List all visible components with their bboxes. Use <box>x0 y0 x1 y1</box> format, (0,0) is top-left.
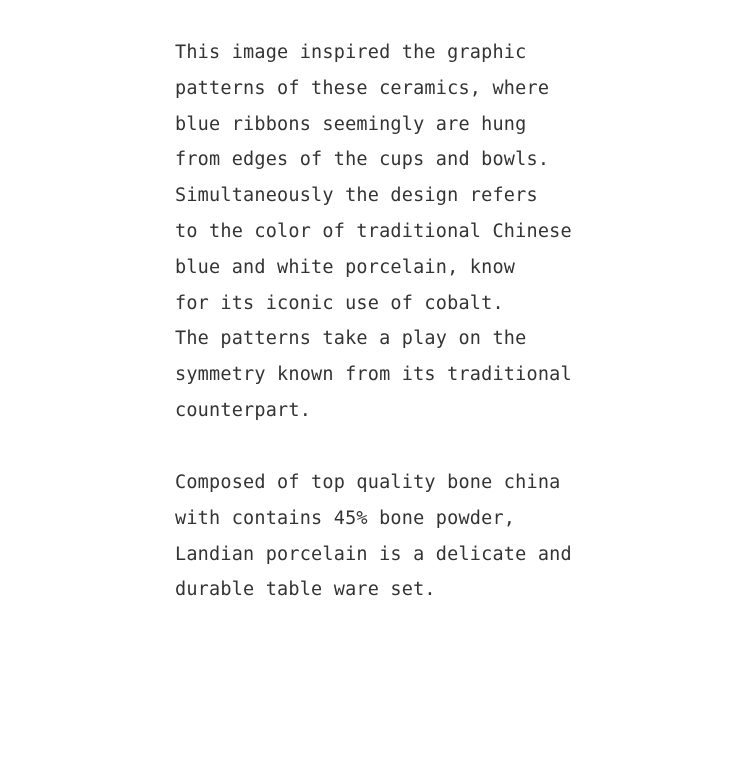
text-line: Simultaneously the design refers <box>175 185 538 207</box>
text-line: This image inspired the graphic <box>175 42 527 63</box>
text-line: blue ribbons seemingly are hung <box>175 113 527 135</box>
text-line: blue and white porcelain, know <box>175 256 516 278</box>
text-line: to the color of traditional Chinese <box>175 220 572 242</box>
text-line: durable table ware set. <box>175 579 436 601</box>
text-line: from edges of the cups and bowls. <box>175 149 550 171</box>
text-line: counterpart. <box>175 399 312 421</box>
text-line: patterns of these ceramics, where <box>175 77 550 99</box>
text-line: The patterns take a play on the <box>175 328 527 350</box>
text-line: with contains 45% bone powder, <box>175 507 516 529</box>
description-paragraph <box>175 35 695 429</box>
text-line: for its iconic use of cobalt. <box>175 292 504 314</box>
text-line: symmetry known from its traditional <box>175 364 572 386</box>
text-line: Landian porcelain is a delicate and <box>175 543 572 565</box>
material-paragraph <box>175 465 695 608</box>
text-line: Composed of top quality bone china <box>175 472 561 493</box>
